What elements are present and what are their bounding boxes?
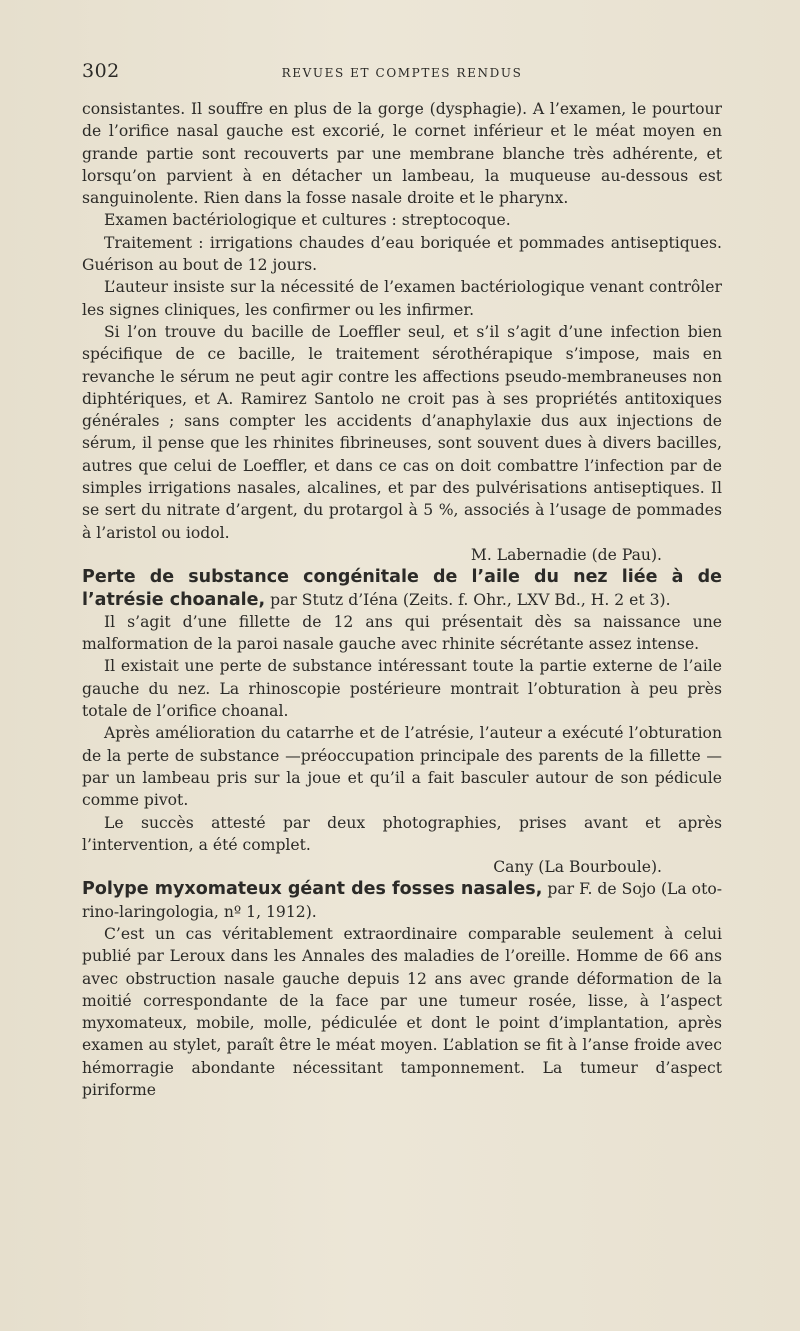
paragraph: Traitement : irrigations chaudes d’eau boriquée et pommades antiseptiques. Guérison au bout de 12 jours. bbox=[82, 233, 722, 275]
paragraph: Le succès attesté par deux photographies, prises avant et après l’intervention, a été complet. bbox=[82, 813, 722, 854]
author-signature: Cany (La Bourboule). bbox=[493, 858, 662, 877]
paragraph: Il existait une perte de substance intéressant toute la partie externe de l’aile gauche du nez. La rhinoscopie postérieure montrait l’obturation à peu près totale de l’orifice choanal. bbox=[82, 657, 722, 721]
paragraph: L’auteur insiste sur la nécessité de l’examen bactériologique venant contrôler les signes cliniques, les confirmer ou les infirmer. bbox=[82, 278, 722, 319]
page-header bbox=[82, 60, 722, 90]
paragraph: Il s’agit d’une fillette de 12 ans qui présentait dès sa naissance une malformation de la paroi nasale gauche avec rhinite sécrétante assez intense. bbox=[82, 612, 722, 654]
section-heading bbox=[82, 566, 722, 611]
paragraph: C’est un cas véritablement extraordinaire comparable seulement à celui publié par Leroux dans les Annales des maladies de l’oreille. Homme de 66 ans avec obstruction nasale gauche depuis 12 ans avec grande déformation de la moitié correspondante de la face par une tumeur rosée, lisse, à l’aspect myxomateux, mobile, molle, pédiculée et dont le point d’implantation, après examen au stylet, paraît être le méat moyen. L’ablation se fit à l’anse froide avec hémorragie abondante nécessitant tamponnement. La tumeur d’aspect piriforme bbox=[82, 924, 722, 1100]
section-title: Perte de substance congénitale de l’aile du nez liée à de l’atrésie choanale, bbox=[82, 567, 722, 610]
section-citation: par Stutz d’Iéna (Zeits. f. Ohr., LXV Bd., H. 2 et 3). bbox=[265, 590, 671, 609]
page-number: 302 bbox=[82, 60, 120, 82]
paragraph: Examen bactériologique et cultures : streptocoque. bbox=[104, 211, 511, 230]
running-head: REVUES ET COMPTES RENDUS bbox=[281, 66, 523, 80]
body-text bbox=[82, 98, 722, 1101]
section-heading bbox=[82, 878, 722, 923]
author-signature: M. Labernadie (de Pau). bbox=[470, 545, 662, 564]
paragraph: Si l’on trouve du bacille de Loeffler seul, et s’il s’agit d’une infection bien spécifique de ce bacille, le traitement sérothérapique s’impose, mais en revanche le sérum ne peut agir contre les affections pseudo-membraneuses non diphtériques, et A. Ramirez Santolo ne croit pas à ses propriétés antitoxiques générales ; sans compter les accidents d’anaphylaxie dus aux injections de sérum, il pense que les rhinites fibrineuses, sont souvent dues à divers bacilles, autres que celui de Loeffler, et dans ce cas on doit combattre l’infection par de simples irrigations nasales, alcalines, et par des pulvérisations antiseptiques. Il se sert du nitrate d’argent, du protargol à 5 %, associés à l’usage de pommades à l’aristol ou iodol. bbox=[82, 322, 722, 542]
paragraph: consistantes. Il souffre en plus de la gorge (dysphagie). A l’examen, le pourtour de l’orifice nasal gauche est excorié, le cornet inférieur et le méat moyen en grande partie sont recouverts par une membrane blanche très adhérente, et lorsqu’on parvient à en détacher un lambeau, la muqueuse au-dessous est sanguinolente. Rien dans la fosse nasale droite et le pharynx. bbox=[82, 100, 722, 208]
paragraph: Après amélioration du catarrhe et de l’atrésie, l’auteur a exécuté l’obturation de la perte de substance —préoccupation principale des parents de la fillette — par un lambeau pris sur la joue et qu’il a fait basculer autour de son pédicule comme pivot. bbox=[82, 724, 722, 810]
section-title: Polype myxomateux géant des fosses nasales, bbox=[82, 879, 543, 900]
section-citation: par F. de Sojo (La oto-rino-laringologia, nº 1, 1912). bbox=[82, 880, 722, 921]
